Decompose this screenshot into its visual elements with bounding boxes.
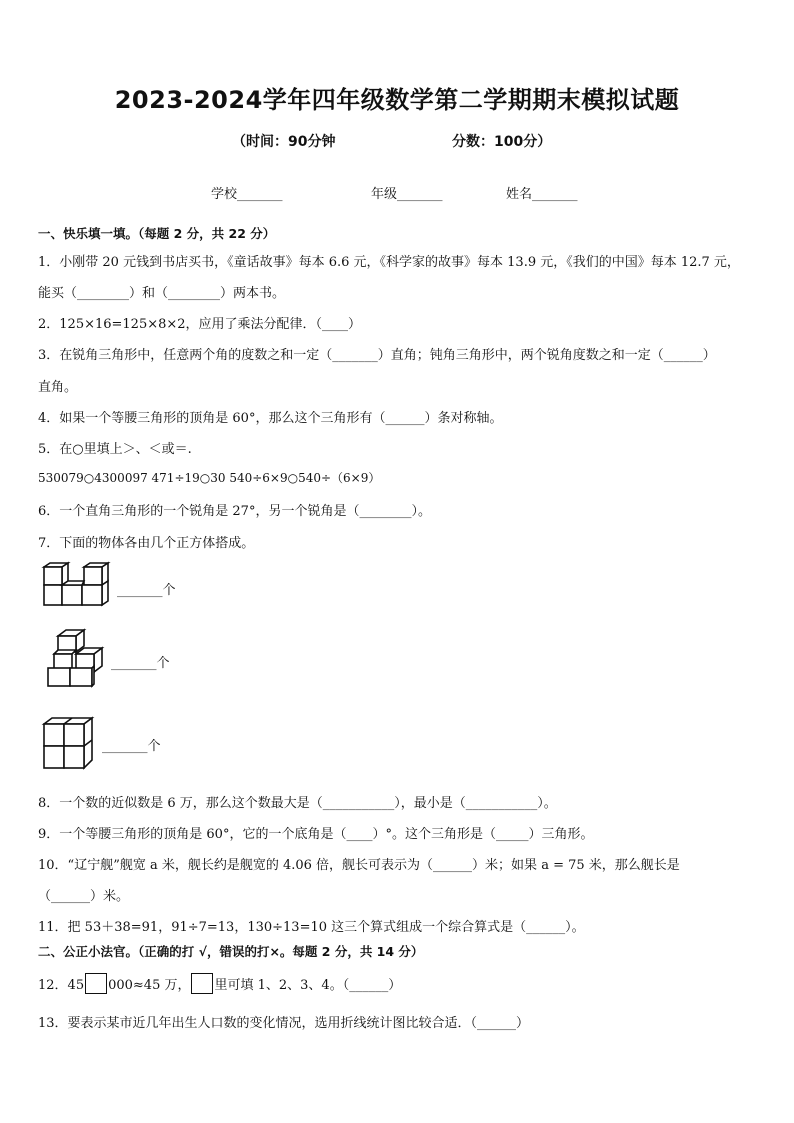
question-7-blank-1: _______个	[117, 583, 176, 598]
question-12-part-c: 里可填 1、2、3、4。（______）	[214, 978, 402, 993]
question-10-line-2: （______）米。	[38, 889, 130, 904]
cube-figure-2	[44, 628, 108, 688]
cube-figure-1	[40, 561, 112, 609]
question-7: 7．下面的物体各由几个正方体搭成。	[38, 536, 255, 551]
page-title: 2023-2024学年四年级数学第二学期期末模拟试题	[114, 86, 680, 114]
question-3-line-1: 3．在锐角三角形中，任意两个角的度数之和一定（_______）直角；钝角三角形中，两个锐角度数之和一定（______）	[38, 348, 716, 363]
question-11: 11．把 53＋38=91，91÷7=13，130÷13=10 这三个算式组成一个综合算式是（______）。	[38, 920, 585, 935]
question-8: 8．一个数的近似数是 6 万，那么这个数最大是（___________），最小是（___________）。	[38, 796, 557, 811]
question-10-line-1: 10．“辽宁舰”舰宽 a 米，舰长约是舰宽的 4.06 倍，舰长可表示为（______）米；如果 a = 75 米，那么舰长是	[38, 858, 680, 873]
question-12-part-b: 000≈45 万，	[108, 978, 191, 993]
section-2-heading: 二、公正小法官。（正确的打 √，错误的打×。每题 2 分，共 14 分）	[38, 944, 424, 959]
question-12	[38, 973, 401, 994]
exam-score: 分数：100分）	[452, 134, 552, 150]
question-1-line-1: 1．小刚带 20 元钱到书店买书，《童话故事》每本 6.6 元，《科学家的故事》每本 13.9 元，《我们的中国》每本 12.7 元，	[38, 255, 740, 270]
question-5: 5．在○里填上＞、＜或＝.	[38, 442, 192, 457]
question-7-blank-3: _______个	[102, 739, 161, 754]
question-1-line-2: 能买（________）和（________）两本书。	[38, 286, 286, 301]
question-7-blank-2: _______个	[111, 656, 170, 671]
answer-box	[85, 973, 107, 994]
section-1-heading: 一、快乐填一填。（每题 2 分，共 22 分）	[38, 226, 276, 241]
question-4: 4．如果一个等腰三角形的顶角是 60°，那么这个三角形有（______）条对称轴。	[38, 411, 503, 426]
exam-time: （时间：90分钟	[232, 134, 336, 150]
question-9: 9．一个等腰三角形的顶角是 60°，它的一个底角是（____）°。这个三角形是（_____）三角形。	[38, 827, 594, 842]
question-2: 2．125×16=125×8×2，应用了乘法分配律．（____）	[38, 317, 362, 332]
question-12-part-a: 12．45	[38, 978, 85, 993]
grade-field: 年级_______	[371, 187, 443, 202]
cube-figure-3	[40, 714, 98, 772]
school-field: 学校_______	[211, 187, 283, 202]
question-3-line-2: 直角。	[38, 380, 78, 395]
question-5-items: 530079○4300097 471÷19○30 540÷6×9○540÷（6×9）	[38, 471, 381, 485]
question-6: 6．一个直角三角形的一个锐角是 27°，另一个锐角是（________）。	[38, 504, 431, 519]
name-field: 姓名_______	[506, 187, 578, 202]
answer-box	[191, 973, 213, 994]
question-13: 13．要表示某市近几年出生人口数的变化情况，选用折线统计图比较合适．（______）	[38, 1016, 530, 1031]
